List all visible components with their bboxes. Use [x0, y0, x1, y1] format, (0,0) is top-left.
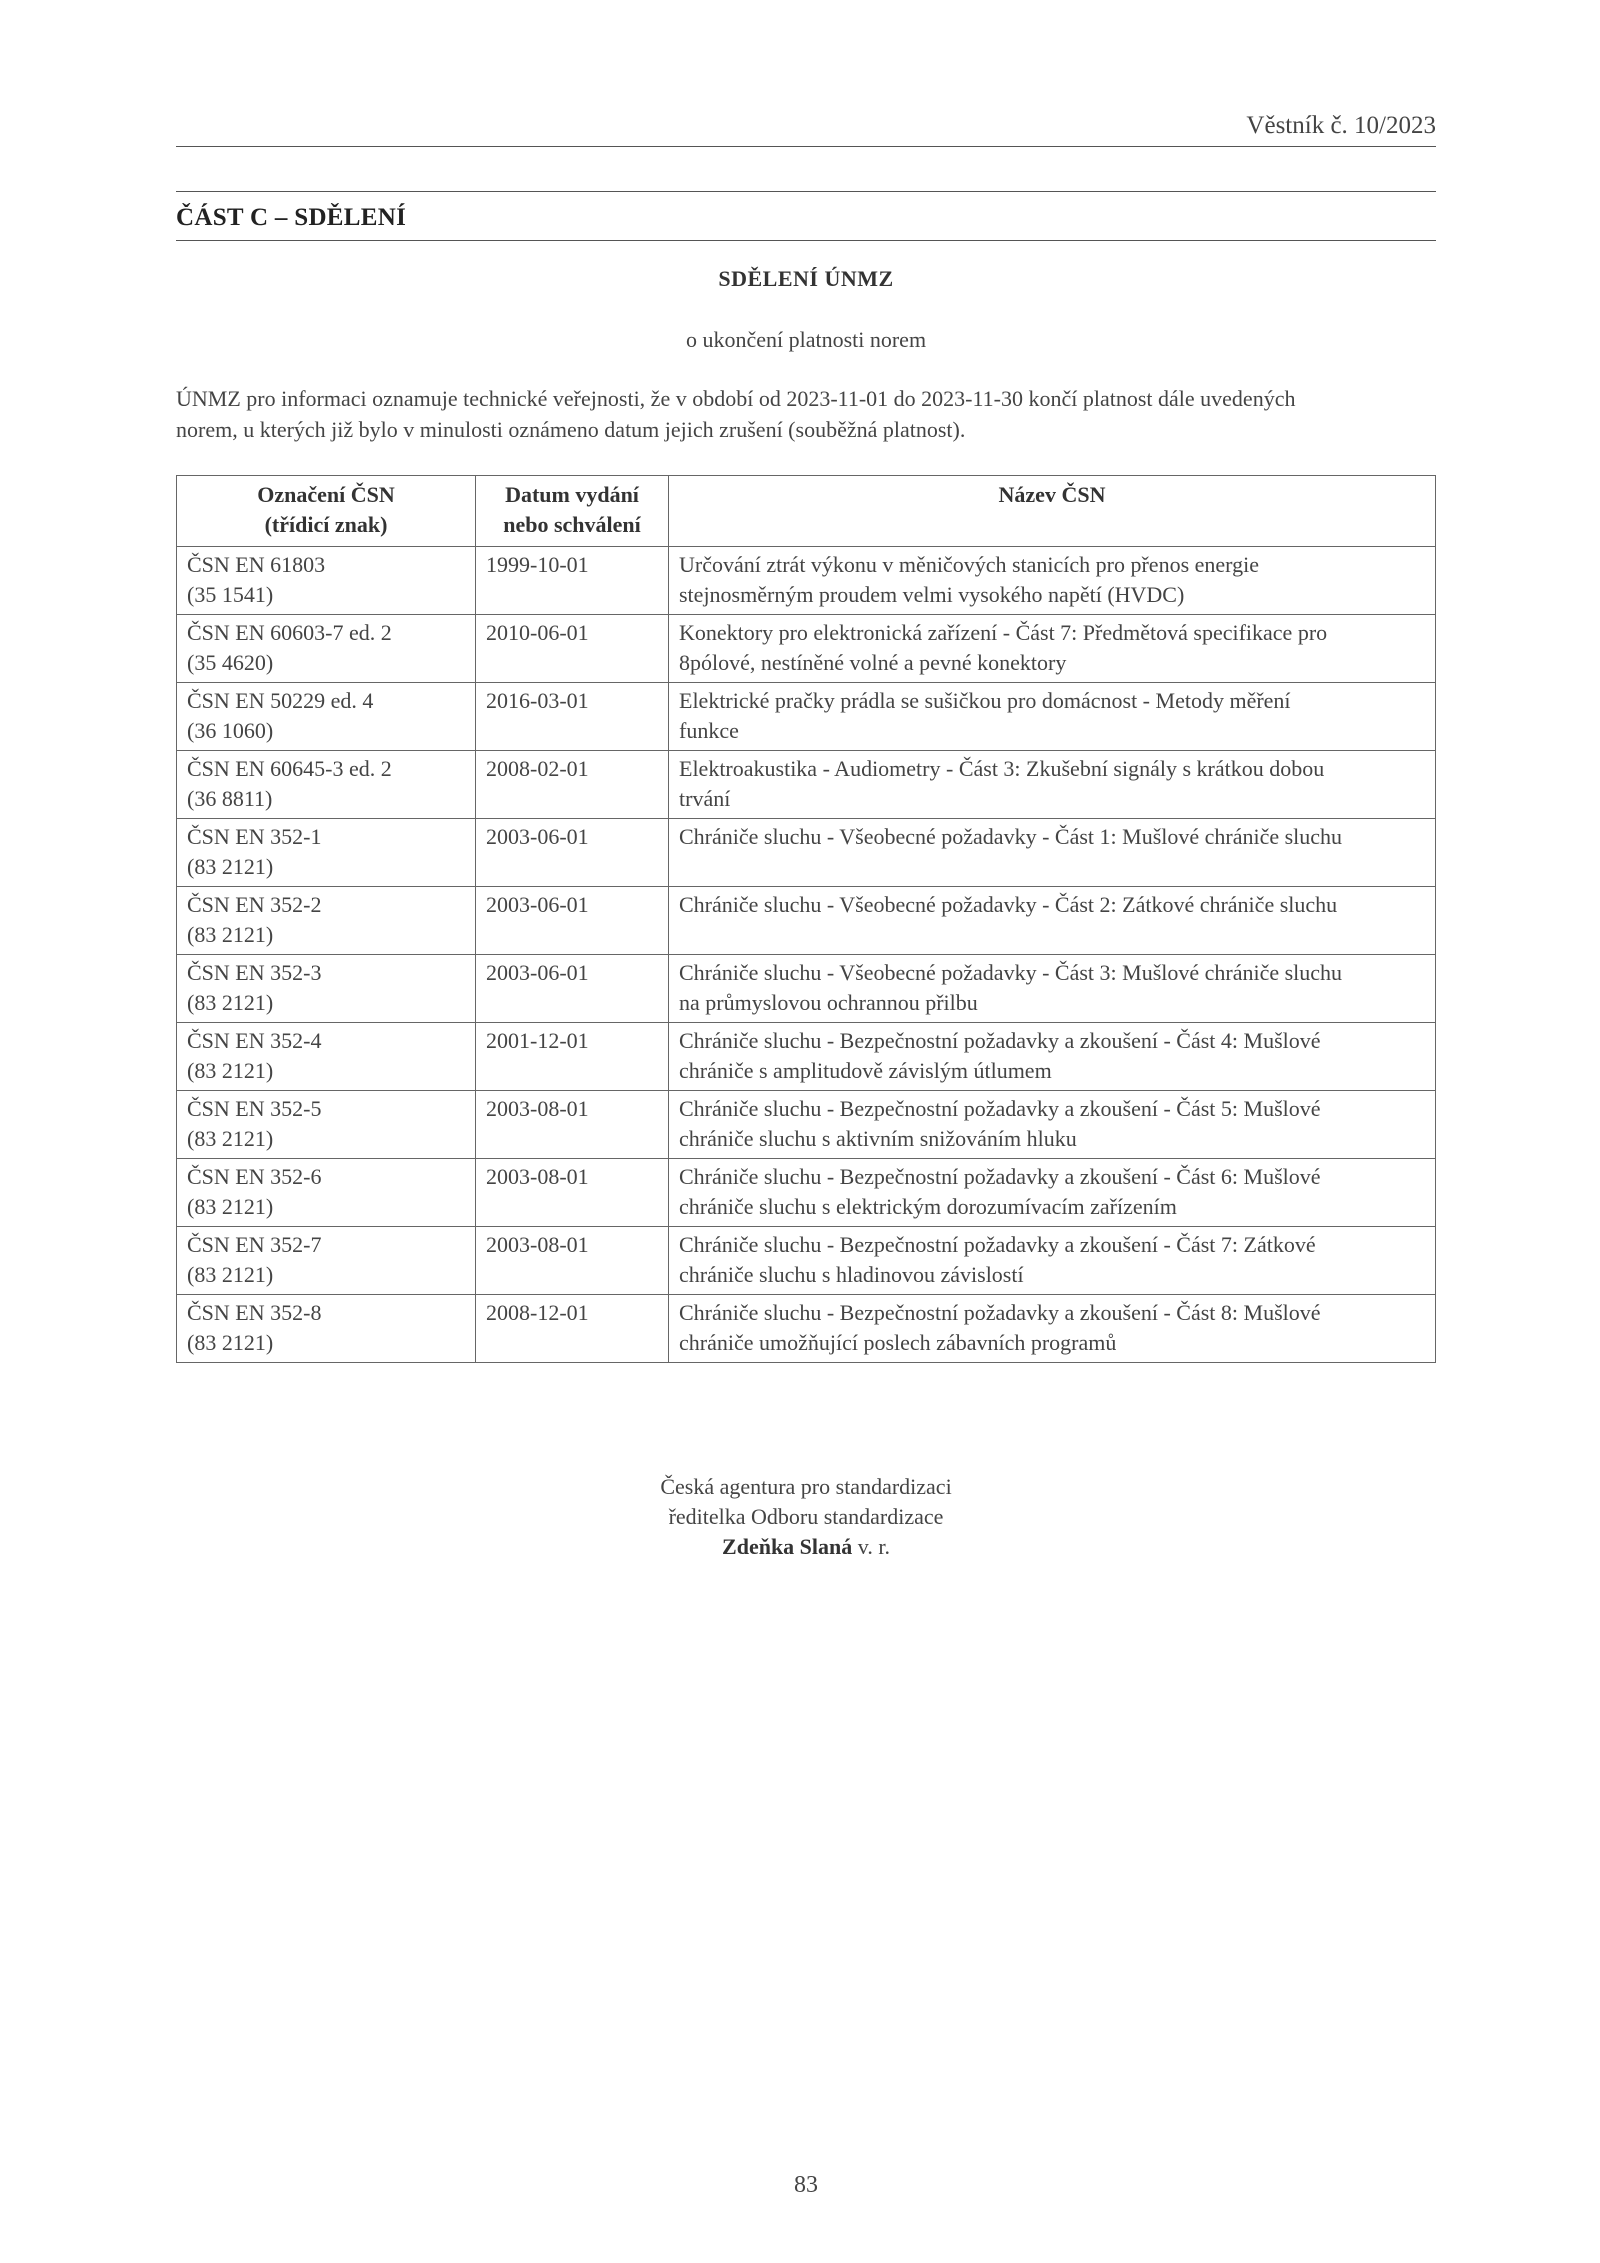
norm-code: ČSN EN 352-8 — [187, 1300, 322, 1325]
norm-name-line: stejnosměrným proudem velmi vysokého napětí (HVDC) — [679, 582, 1185, 607]
norm-code: ČSN EN 352-1 — [187, 824, 322, 849]
signature-name-line — [176, 1532, 1436, 1562]
norm-code: ČSN EN 352-5 — [187, 1096, 322, 1121]
header-name: Název ČSN — [669, 476, 1436, 547]
norm-code: ČSN EN 61803 — [187, 552, 326, 577]
cell-name — [669, 955, 1436, 1023]
norm-name-line: Elektroakustika - Audiometry - Část 3: Zkušební signály s krátkou dobou — [679, 756, 1325, 781]
table-row — [177, 615, 1436, 683]
norm-name-line: chrániče s amplitudově závislým útlumem — [679, 1058, 1052, 1083]
cell-date: 2003-06-01 — [476, 887, 669, 955]
cell-name — [669, 819, 1436, 887]
cell-date: 2003-08-01 — [476, 1227, 669, 1295]
norm-name-line: Elektrické pračky prádla se sušičkou pro domácnost - Metody měření — [679, 688, 1291, 713]
cell-date: 1999-10-01 — [476, 547, 669, 615]
norm-class: (36 1060) — [187, 718, 274, 743]
cell-name — [669, 1295, 1436, 1363]
table-header-row — [177, 476, 1436, 547]
section-title: ČÁST C – SDĚLENÍ — [176, 204, 407, 231]
signature-organization: Česká agentura pro standardizaci — [660, 1474, 952, 1499]
norm-class: (35 1541) — [187, 582, 274, 607]
document-subtitle: o ukončení platnosti norem — [685, 327, 927, 352]
section-top-rule — [176, 191, 1436, 192]
cell-name — [669, 1091, 1436, 1159]
norm-code: ČSN EN 352-4 — [187, 1028, 322, 1053]
journal-header: Věstník č. 10/2023 — [1246, 112, 1436, 139]
cell-name — [669, 751, 1436, 819]
norm-name-line: chrániče umožňující poslech zábavních programů — [679, 1330, 1117, 1355]
cell-date: 2003-06-01 — [476, 955, 669, 1023]
table-row — [177, 683, 1436, 751]
norm-code: ČSN EN 352-2 — [187, 892, 322, 917]
norm-class: (83 2121) — [187, 922, 274, 947]
norm-name-line: Chrániče sluchu - Bezpečnostní požadavky a zkoušení - Část 6: Mušlové — [679, 1164, 1321, 1189]
table-body — [177, 547, 1436, 1363]
signature-position: ředitelka Odboru standardizace — [668, 1504, 944, 1529]
norms-table — [176, 475, 1436, 1363]
norm-name-line: Chrániče sluchu - Všeobecné požadavky - Část 2: Zátkové chrániče sluchu — [679, 892, 1338, 917]
norm-name-line: funkce — [679, 718, 739, 743]
cell-designation — [177, 819, 476, 887]
cell-date: 2003-06-01 — [476, 819, 669, 887]
norm-name-line: na průmyslovou ochrannou přilbu — [679, 990, 978, 1015]
cell-designation — [177, 751, 476, 819]
cell-date: 2016-03-01 — [476, 683, 669, 751]
table-row — [177, 1159, 1436, 1227]
norm-class: (83 2121) — [187, 1262, 274, 1287]
table-row — [177, 1091, 1436, 1159]
intro-line: norem, u kterých již bylo v minulosti oznámeno datum jejich zrušení (souběžná platnost). — [176, 417, 966, 442]
norm-class: (83 2121) — [187, 1330, 274, 1355]
signature-block — [176, 1472, 1436, 1562]
norm-class: (35 4620) — [187, 650, 274, 675]
cell-designation — [177, 683, 476, 751]
cell-designation — [177, 1023, 476, 1091]
norm-name-line: Chrániče sluchu - Bezpečnostní požadavky a zkoušení - Část 4: Mušlové — [679, 1028, 1321, 1053]
table-row — [177, 751, 1436, 819]
norm-class: (36 8811) — [187, 786, 273, 811]
cell-name — [669, 1159, 1436, 1227]
header-rule — [176, 146, 1436, 147]
table-row — [177, 1295, 1436, 1363]
document-page — [176, 0, 1436, 2263]
cell-designation — [177, 547, 476, 615]
table-row — [177, 887, 1436, 955]
signature-name: Zdeňka Slaná — [722, 1534, 853, 1559]
header-designation — [177, 476, 476, 547]
document-title: SDĚLENÍ ÚNMZ — [718, 266, 894, 291]
cell-designation — [177, 955, 476, 1023]
header-date-line: Datum vydání — [505, 482, 639, 507]
cell-date: 2001-12-01 — [476, 1023, 669, 1091]
table-row — [177, 1023, 1436, 1091]
table-row — [177, 819, 1436, 887]
header-date-line: nebo schválení — [503, 512, 641, 537]
cell-designation — [177, 1159, 476, 1227]
norm-name-line: Chrániče sluchu - Bezpečnostní požadavky a zkoušení - Část 5: Mušlové — [679, 1096, 1321, 1121]
cell-name — [669, 683, 1436, 751]
norm-name-line: Chrániče sluchu - Bezpečnostní požadavky a zkoušení - Část 7: Zátkové — [679, 1232, 1316, 1257]
norm-code: ČSN EN 352-6 — [187, 1164, 322, 1189]
norm-code: ČSN EN 352-7 — [187, 1232, 322, 1257]
section-bottom-rule — [176, 240, 1436, 241]
header-designation-line: (třídicí znak) — [264, 512, 388, 537]
intro-line: ÚNMZ pro informaci oznamuje technické veřejnosti, že v období od 2023-11-01 do 2023-11-30 končí platnost dále uvedených — [176, 386, 1296, 411]
cell-designation — [177, 615, 476, 683]
cell-date: 2003-08-01 — [476, 1091, 669, 1159]
norm-class: (83 2121) — [187, 1058, 274, 1083]
header-date — [476, 476, 669, 547]
norm-code: ČSN EN 50229 ed. 4 — [187, 688, 374, 713]
norm-class: (83 2121) — [187, 990, 274, 1015]
cell-name — [669, 547, 1436, 615]
table-row — [177, 1227, 1436, 1295]
intro-paragraph — [176, 383, 1436, 445]
signature-suffix: v. r. — [852, 1534, 890, 1559]
header-designation-line: Označení ČSN — [257, 482, 395, 507]
cell-designation — [177, 1295, 476, 1363]
cell-name — [669, 615, 1436, 683]
cell-date: 2010-06-01 — [476, 615, 669, 683]
cell-designation — [177, 887, 476, 955]
norm-class: (83 2121) — [187, 1194, 274, 1219]
norm-class: (83 2121) — [187, 854, 274, 879]
cell-date: 2008-12-01 — [476, 1295, 669, 1363]
cell-name — [669, 887, 1436, 955]
norm-name-line: chrániče sluchu s aktivním snižováním hluku — [679, 1126, 1077, 1151]
norm-name-line: Chrániče sluchu - Všeobecné požadavky - Část 1: Mušlové chrániče sluchu — [679, 824, 1343, 849]
page-number: 83 — [794, 2172, 818, 2198]
cell-date: 2008-02-01 — [476, 751, 669, 819]
norm-name-line: 8pólové, nestíněné volné a pevné konektory — [679, 650, 1067, 675]
norm-name-line: Konektory pro elektronická zařízení - Část 7: Předmětová specifikace pro — [679, 620, 1328, 645]
norm-code: ČSN EN 60603-7 ed. 2 — [187, 620, 392, 645]
table-row — [177, 547, 1436, 615]
cell-designation — [177, 1091, 476, 1159]
cell-designation — [177, 1227, 476, 1295]
norm-name-line: chrániče sluchu s hladinovou závislostí — [679, 1262, 1024, 1287]
norm-code: ČSN EN 352-3 — [187, 960, 322, 985]
norm-code: ČSN EN 60645-3 ed. 2 — [187, 756, 392, 781]
table-row — [177, 955, 1436, 1023]
cell-date: 2003-08-01 — [476, 1159, 669, 1227]
norm-name-line: Chrániče sluchu - Všeobecné požadavky - Část 3: Mušlové chrániče sluchu — [679, 960, 1343, 985]
norm-name-line: Chrániče sluchu - Bezpečnostní požadavky a zkoušení - Část 8: Mušlové — [679, 1300, 1321, 1325]
norm-name-line: Určování ztrát výkonu v měničových stanicích pro přenos energie — [679, 552, 1259, 577]
cell-name — [669, 1227, 1436, 1295]
norm-name-line: chrániče sluchu s elektrickým dorozumívacím zařízením — [679, 1194, 1177, 1219]
norm-class: (83 2121) — [187, 1126, 274, 1151]
cell-name — [669, 1023, 1436, 1091]
norm-name-line: trvání — [679, 786, 731, 811]
